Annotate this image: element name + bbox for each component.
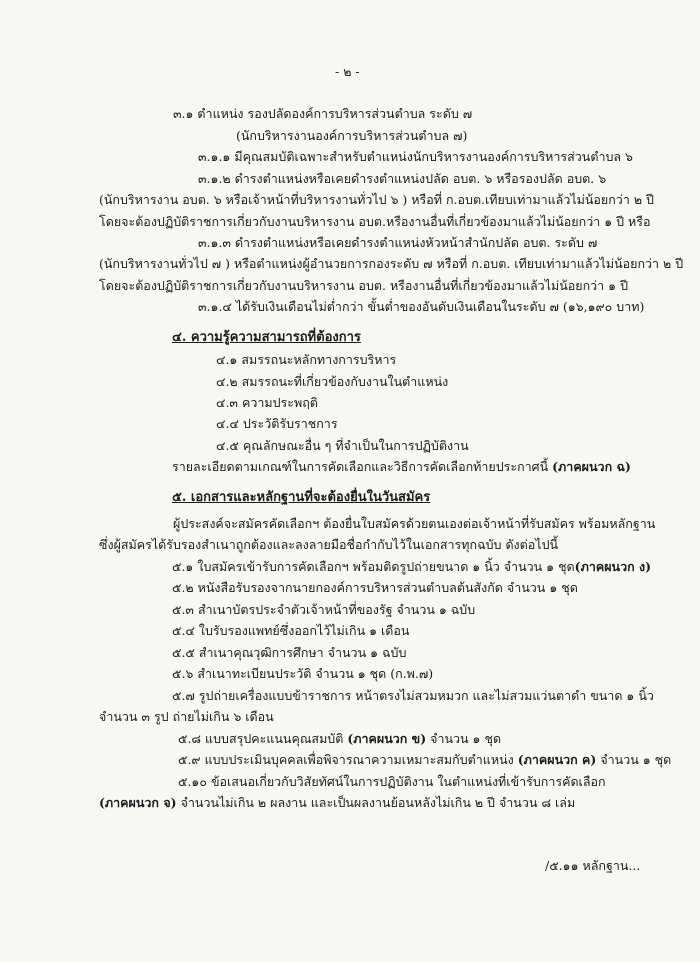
item-5-8-text: ๕.๘ แบบสรุปคะแนนคุณสมบัติ (178, 731, 348, 746)
item-5-2: ๕.๒ หนังสือรับรองจากนายกองค์การบริหารส่วนตำบลต้นสังกัด จำนวน ๑ ชุด (172, 580, 578, 595)
page-number: - ๒ - (335, 64, 360, 79)
item-5-4: ๕.๔ ใบรับรองแพทย์ซึ่งออกไว้ไม่เกิน ๑ เดือน (172, 623, 410, 638)
appendix-e-reference: (ภาคผนวก จ) (99, 795, 177, 810)
section-5-heading: ๕. เอกสารและหลักฐานที่จะต้องยื่นในวันสมัคร (172, 490, 431, 505)
item-4-4: ๔.๔ ประวัติรับราชการ (216, 416, 338, 431)
item-4-5: ๔.๕ คุณลักษณะอื่น ๆ ที่จำเป็นในการปฏิบัติงาน (216, 438, 469, 453)
appendix-d-reference: (ภาคผนวก ง) (574, 559, 652, 574)
appendix-f-reference: (ภาคผนวก ฉ) (552, 459, 631, 474)
section-5-intro-line2: ซึ่งผู้สมัครได้รับรองสำเนาถูกต้องและลงลายมือชื่อกำกับไว้ในเอกสารทุกฉบับ ดังต่อไปนี้ (99, 537, 559, 552)
item-5-9 (178, 752, 671, 768)
item-5-7-line2: จำนวน ๓ รูป ถ่ายไม่เกิน ๖ เดือน (99, 709, 274, 724)
item-3-1-2-line2: (นักบริหารงาน อบต. ๖ หรือเจ้าหน้าที่บริหารงานทั่วไป ๖ ) หรือที่ ก.อบต.เทียบเท่ามาแล้วไม่น้อยกว่า ๒ ปี (99, 192, 654, 207)
item-4-1: ๔.๑ สมรรถนะหลักทางการบริหาร (216, 352, 397, 367)
appendix-b-reference: (ภาคผนวก ข) (347, 731, 427, 746)
item-5-9-text: ๕.๙ แบบประเมินบุคคลเพื่อพิจารณาความเหมาะสมกับตำแหน่ง (178, 752, 518, 767)
item-3-1-2-line1: ๓.๑.๒ ดำรงตำแหน่งหรือเคยดำรงตำแหน่งปลัด อบต. ๖ หรือรองปลัด อบต. ๖ (198, 171, 607, 186)
section-5-intro-line1: ผู้ประสงค์จะสมัครคัดเลือกฯ ต้องยื่นใบสมัครด้วยตนเองต่อเจ้าหน้าที่รับสมัคร พร้อมหลักฐาน (173, 516, 656, 531)
item-5-8-tail: จำนวน ๑ ชุด (426, 731, 502, 746)
item-5-5: ๕.๕ สำเนาคุณวุฒิการศึกษา จำนวน ๑ ฉบับ (172, 645, 407, 660)
appendix-c-reference: (ภาคผนวก ค) (517, 752, 597, 767)
item-3-1-4: ๓.๑.๔ ได้รับเงินเดือนไม่ต่ำกว่า ขั้นต่ำของอันดับเงินเดือนในระดับ ๗ (๑๖,๑๙๐ บาท) (198, 299, 645, 314)
section-4-detail (172, 459, 631, 475)
item-5-1-text: ๕.๑ ใบสมัครเข้ารับการคัดเลือกฯ พร้อมติดรูปถ่ายขนาด ๑ นิ้ว จำนวน ๑ ชุด (172, 559, 575, 574)
item-5-10-line2 (99, 795, 575, 811)
item-3-1-3-line1: ๓.๑.๓ ดำรงตำแหน่งหรือเคยดำรงตำแหน่งหัวหน้าสำนักปลัด อบต. ระดับ ๗ (198, 235, 598, 250)
item-5-10-line1: ๕.๑๐ ข้อเสนอเกี่ยวกับวิสัยทัศน์ในการปฏิบัติงาน ในตำแหน่งที่เข้ารับการคัดเลือก (178, 774, 606, 789)
item-5-3: ๕.๓ สำเนาบัตรประจำตัวเจ้าหน้าที่ของรัฐ จำนวน ๑ ฉบับ (172, 602, 476, 617)
item-3-1-2-line3: โดยจะต้องปฏิบัติราชการเกี่ยวกับงานบริหารงาน อบต.หรืองานอื่นที่เกี่ยวข้องมาแล้วไม่น้อยกว่า ๑ ปี หรือ (99, 214, 651, 229)
item-4-2: ๔.๒ สมรรถนะที่เกี่ยวข้องกับงานในตำแหน่ง (216, 374, 449, 389)
item-5-8 (178, 731, 501, 747)
item-4-3: ๔.๓ ความประพฤติ (216, 395, 318, 410)
item-5-10-line2-text: จำนวนไม่เกิน ๒ ผลงาน และเป็นผลงานย้อนหลังไม่เกิน ๒ ปี จำนวน ๘ เล่ม (176, 795, 576, 810)
continuation-marker: /๕.๑๑ หลักฐาน... (545, 858, 641, 873)
item-3-1-1: ๓.๑.๑ มีคุณสมบัติเฉพาะสำหรับตำแหน่งนักบริหารงานองค์การบริหารส่วนตำบล ๖ (198, 149, 633, 164)
item-5-6: ๕.๖ สำเนาทะเบียนประวัติ จำนวน ๑ ชุด (ก.พ.๗) (172, 666, 434, 681)
section-4-detail-text: รายละเอียดตามเกณฑ์ในการคัดเลือกและวิธีการคัดเลือกท้ายประกาศนี้ (172, 459, 553, 474)
item-3-1-3-line3: โดยจะต้องปฏิบัติราชการเกี่ยวกับงานบริหารงาน อบต. หรืองานอื่นที่เกี่ยวข้องมาแล้วไม่น้อยกว่า ๑ ปี (99, 278, 629, 293)
section-4-heading: ๔. ความรู้ความสามารถที่ต้องการ (172, 330, 361, 345)
item-5-7-line1: ๕.๗ รูปถ่ายเครื่องแบบข้าราชการ หน้าตรงไม่สวมหมวก และไม่สวมแว่นตาดำ ขนาด ๑ นิ้ว (172, 688, 654, 703)
item-5-9-tail: จำนวน ๑ ชุด (596, 752, 672, 767)
item-3-1-3-line2: (นักบริหารงานทั่วไป ๗ ) หรือตำแหน่งผู้อำนวยการกองระดับ ๗ หรือที่ ก.อบต. เทียบเท่ามาแล้วไม่น้อยกว่า ๒ ปี (99, 256, 684, 271)
section-3-1-subtitle: (นักบริหารงานองค์การบริหารส่วนตำบล ๗) (236, 128, 468, 143)
section-3-1-heading: ๓.๑ ตำแหน่ง รองปลัดองค์การบริหารส่วนตำบล ระดับ ๗ (173, 106, 473, 121)
item-5-1 (172, 559, 651, 575)
